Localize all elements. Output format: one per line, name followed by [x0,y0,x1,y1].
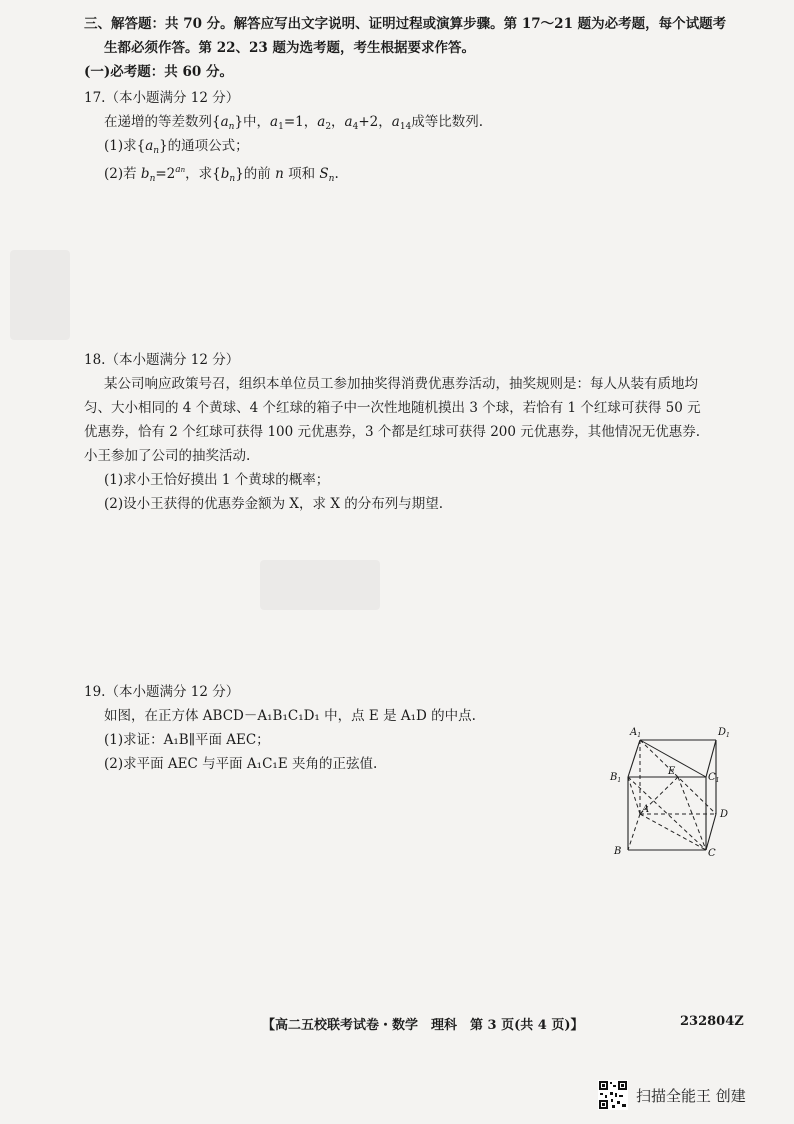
q18-stem-line-3: 优惠券，恰有 2 个红球可获得 100 元优惠券，3 个都是红球可获得 200 元优惠券，其他情况无优惠券. [84,424,701,440]
q18-part-1: (1)求小王恰好摸出 1 个黄球的概率； [104,472,330,488]
q19-header: 19.（本小题满分 12 分） [84,684,240,700]
q17-header: 17.（本小题满分 12 分） [84,90,240,106]
label-b1: $B_1$ [610,772,622,784]
q18-stem-line-4: 小王参加了公司的抽奖活动. [84,448,251,464]
q18-stem-line-1: 某公司响应政策号召，组织本单位员工参加抽奖得消费优惠券活动，抽奖规则是：每人从装有质地均 [104,376,698,392]
q19-stem: 如图，在正方体 ABCD－A₁B₁C₁D₁ 中，点 E 是 A₁D 的中点. [104,708,476,724]
q17-part-2: (2)若 $b_n=2^{an}$，求$\{b_n\}$的前 n 项和 $S_n$. [104,165,339,184]
q18-part-2: (2)设小王获得的优惠券金额为 X，求 X 的分布列与期望. [104,496,444,512]
cube-figure [608,722,748,860]
label-c1: $C_1$ [708,772,720,784]
qr-code-icon [598,1080,628,1110]
q18-header: 18.（本小题满分 12 分） [84,352,240,368]
page-footer-title: 【高二五校联考试卷・数学 理科 第 3 页(共 4 页)】 [262,1018,584,1033]
q19-part-1: (1)求证：A₁B∥平面 AEC； [104,732,270,748]
scan-shadow [10,250,70,340]
q19-part-2: (2)求平面 AEC 与平面 A₁C₁E 夹角的正弦值. [104,756,378,772]
label-c: C [708,848,716,859]
section-instruction-line-2: 生都必须作答。第 22、23 题为选考题，考生根据要求作答。 [104,40,475,56]
label-e: E [668,766,676,777]
label-b: B [614,846,622,857]
scanner-watermark [598,1078,778,1112]
q17-stem: 在递增的等差数列$\{a_n\}$中，$a_1=1$，$a_2$，$a_4+2$，$a_{14}$成等比数列. [104,114,484,132]
label-d: D [720,809,729,820]
scan-shadow [260,560,380,610]
q17-part-1: (1)求$\{a_n\}$的通项公式； [104,138,249,156]
q18-stem-line-2: 匀、大小相同的 4 个黄球、4 个红球的箱子中一次性地随机摸出 3 个球，若恰有 1 个红球可获得 50 元 [84,400,701,416]
label-a1: $A_1$ [630,727,642,739]
required-section-label: (一)必考题：共 60 分。 [84,64,233,80]
label-a: A [642,804,650,815]
exam-code: 232804Z [680,1014,744,1029]
section-instruction-line-1: 三、解答题：共 70 分。解答应写出文字说明、证明过程或演算步骤。第 17～21 题为必考题，每个试题考 [84,16,727,32]
watermark-text: 扫描全能王 创建 [636,1086,746,1105]
label-d1: $D_1$ [718,727,730,739]
